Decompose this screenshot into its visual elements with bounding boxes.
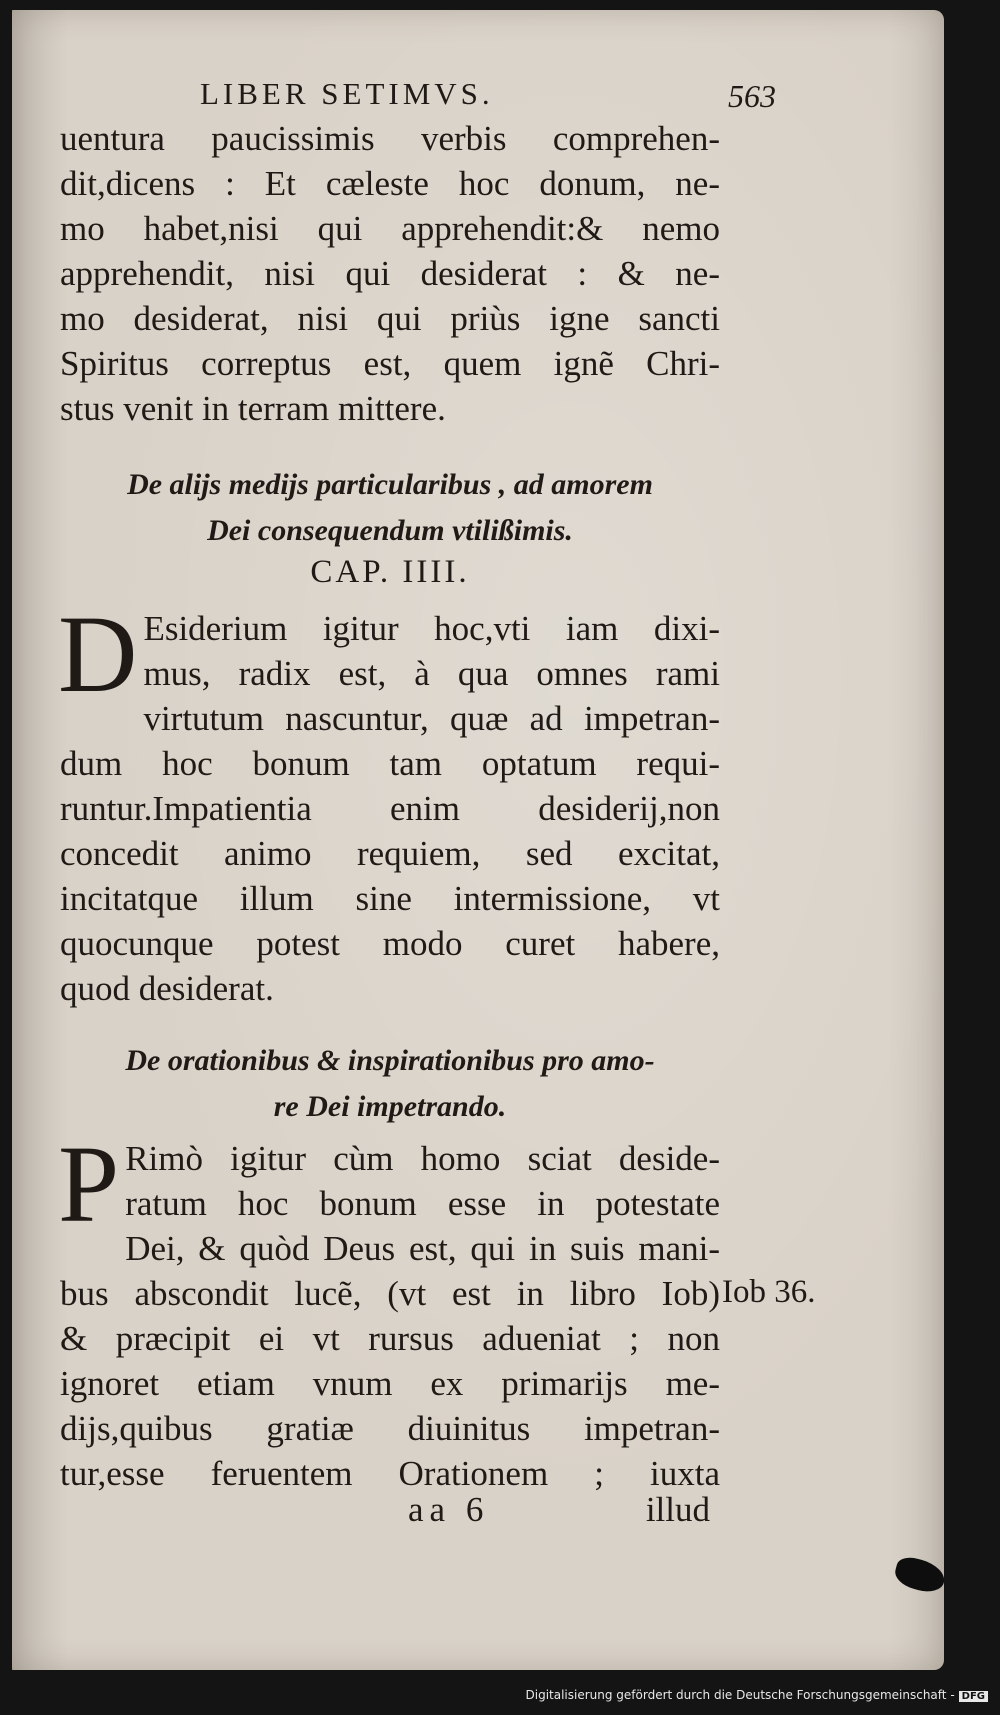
running-head: LIBER SETIMVS. (200, 76, 494, 111)
paragraph-1 (60, 116, 720, 431)
heading-line: re Dei impetrando. (273, 1090, 507, 1123)
text-line: concedit animo requiem, sed excitat, (60, 834, 720, 873)
marginal-note: Iob 36. (722, 1274, 816, 1310)
text-line: dijs,quibus gratiæ diuinitus impetran- (60, 1409, 720, 1448)
text-line: Esiderium igitur hoc,vti iam dixi- (143, 609, 720, 648)
paragraph-2 (58, 593, 720, 1011)
text-line: ignoret etiam vnum ex primarijs me- (60, 1364, 720, 1403)
heading-line: Dei consequendum vtilißimis. (207, 514, 573, 547)
drop-cap: D (58, 593, 138, 715)
text-line: mus, radix est, à qua omnes rami (143, 654, 720, 693)
text-line: ratum hoc bonum esse in potestate (125, 1184, 720, 1223)
drop-cap: P (58, 1123, 120, 1245)
credit-text: Digitalisierung gefördert durch die Deutsche Forschungsgemeinschaft - (525, 1688, 955, 1702)
text-line: Spiritus correptus est, quem ignẽ Chri- (60, 344, 720, 383)
paragraph-3 (58, 1123, 720, 1496)
chapter-title: CAP. IIII. (310, 554, 470, 590)
section-heading-1 (60, 462, 720, 554)
text-line: tur,esse feruentem Orationem ; iuxta (60, 1454, 720, 1493)
text-line: bus abscondit lucẽ, (vt est in libro Iob) (60, 1274, 720, 1313)
catch-line (60, 1490, 720, 1535)
signature-mark: aa 6 (408, 1490, 490, 1529)
dfg-logo-icon: DFG (959, 1691, 988, 1702)
heading-line: De orationibus & inspirationibus pro amo- (125, 1044, 655, 1077)
text-line: mo desiderat, nisi qui priùs igne sancti (60, 299, 720, 338)
text-line: uentura paucissimis verbis comprehen- (60, 119, 720, 158)
catchword: illud (645, 1490, 710, 1529)
text-line: dum hoc bonum tam optatum requi- (60, 744, 720, 783)
digitization-credit (526, 1688, 989, 1702)
text-line: Dei, & quòd Deus est, qui in suis mani- (125, 1229, 720, 1268)
section-heading-2 (60, 1038, 720, 1130)
text-line: runtur.Impatientia enim desiderij,non (60, 789, 720, 828)
text-line: stus venit in terram mittere. (60, 389, 446, 428)
page-number: 563 (728, 78, 776, 114)
text-line: Rimò igitur cùm homo sciat deside- (125, 1139, 720, 1178)
text-line: & præcipit ei vt rursus adueniat ; non (60, 1319, 720, 1358)
text-line: mo habet,nisi qui apprehendit:& nemo (60, 209, 720, 248)
text-line: incitatque illum sine intermissione, vt (60, 879, 720, 918)
text-line: apprehendit, nisi qui desiderat : & ne- (60, 254, 720, 293)
text-line: dit,dicens : Et cæleste hoc donum, ne- (60, 164, 720, 203)
text-line: quocunque potest modo curet habere, (60, 924, 720, 963)
heading-line: De alijs medijs particularibus , ad amorem (127, 468, 653, 501)
text-line: virtutum nascuntur, quæ ad impetran- (143, 699, 720, 738)
text-line: quod desiderat. (60, 969, 274, 1008)
